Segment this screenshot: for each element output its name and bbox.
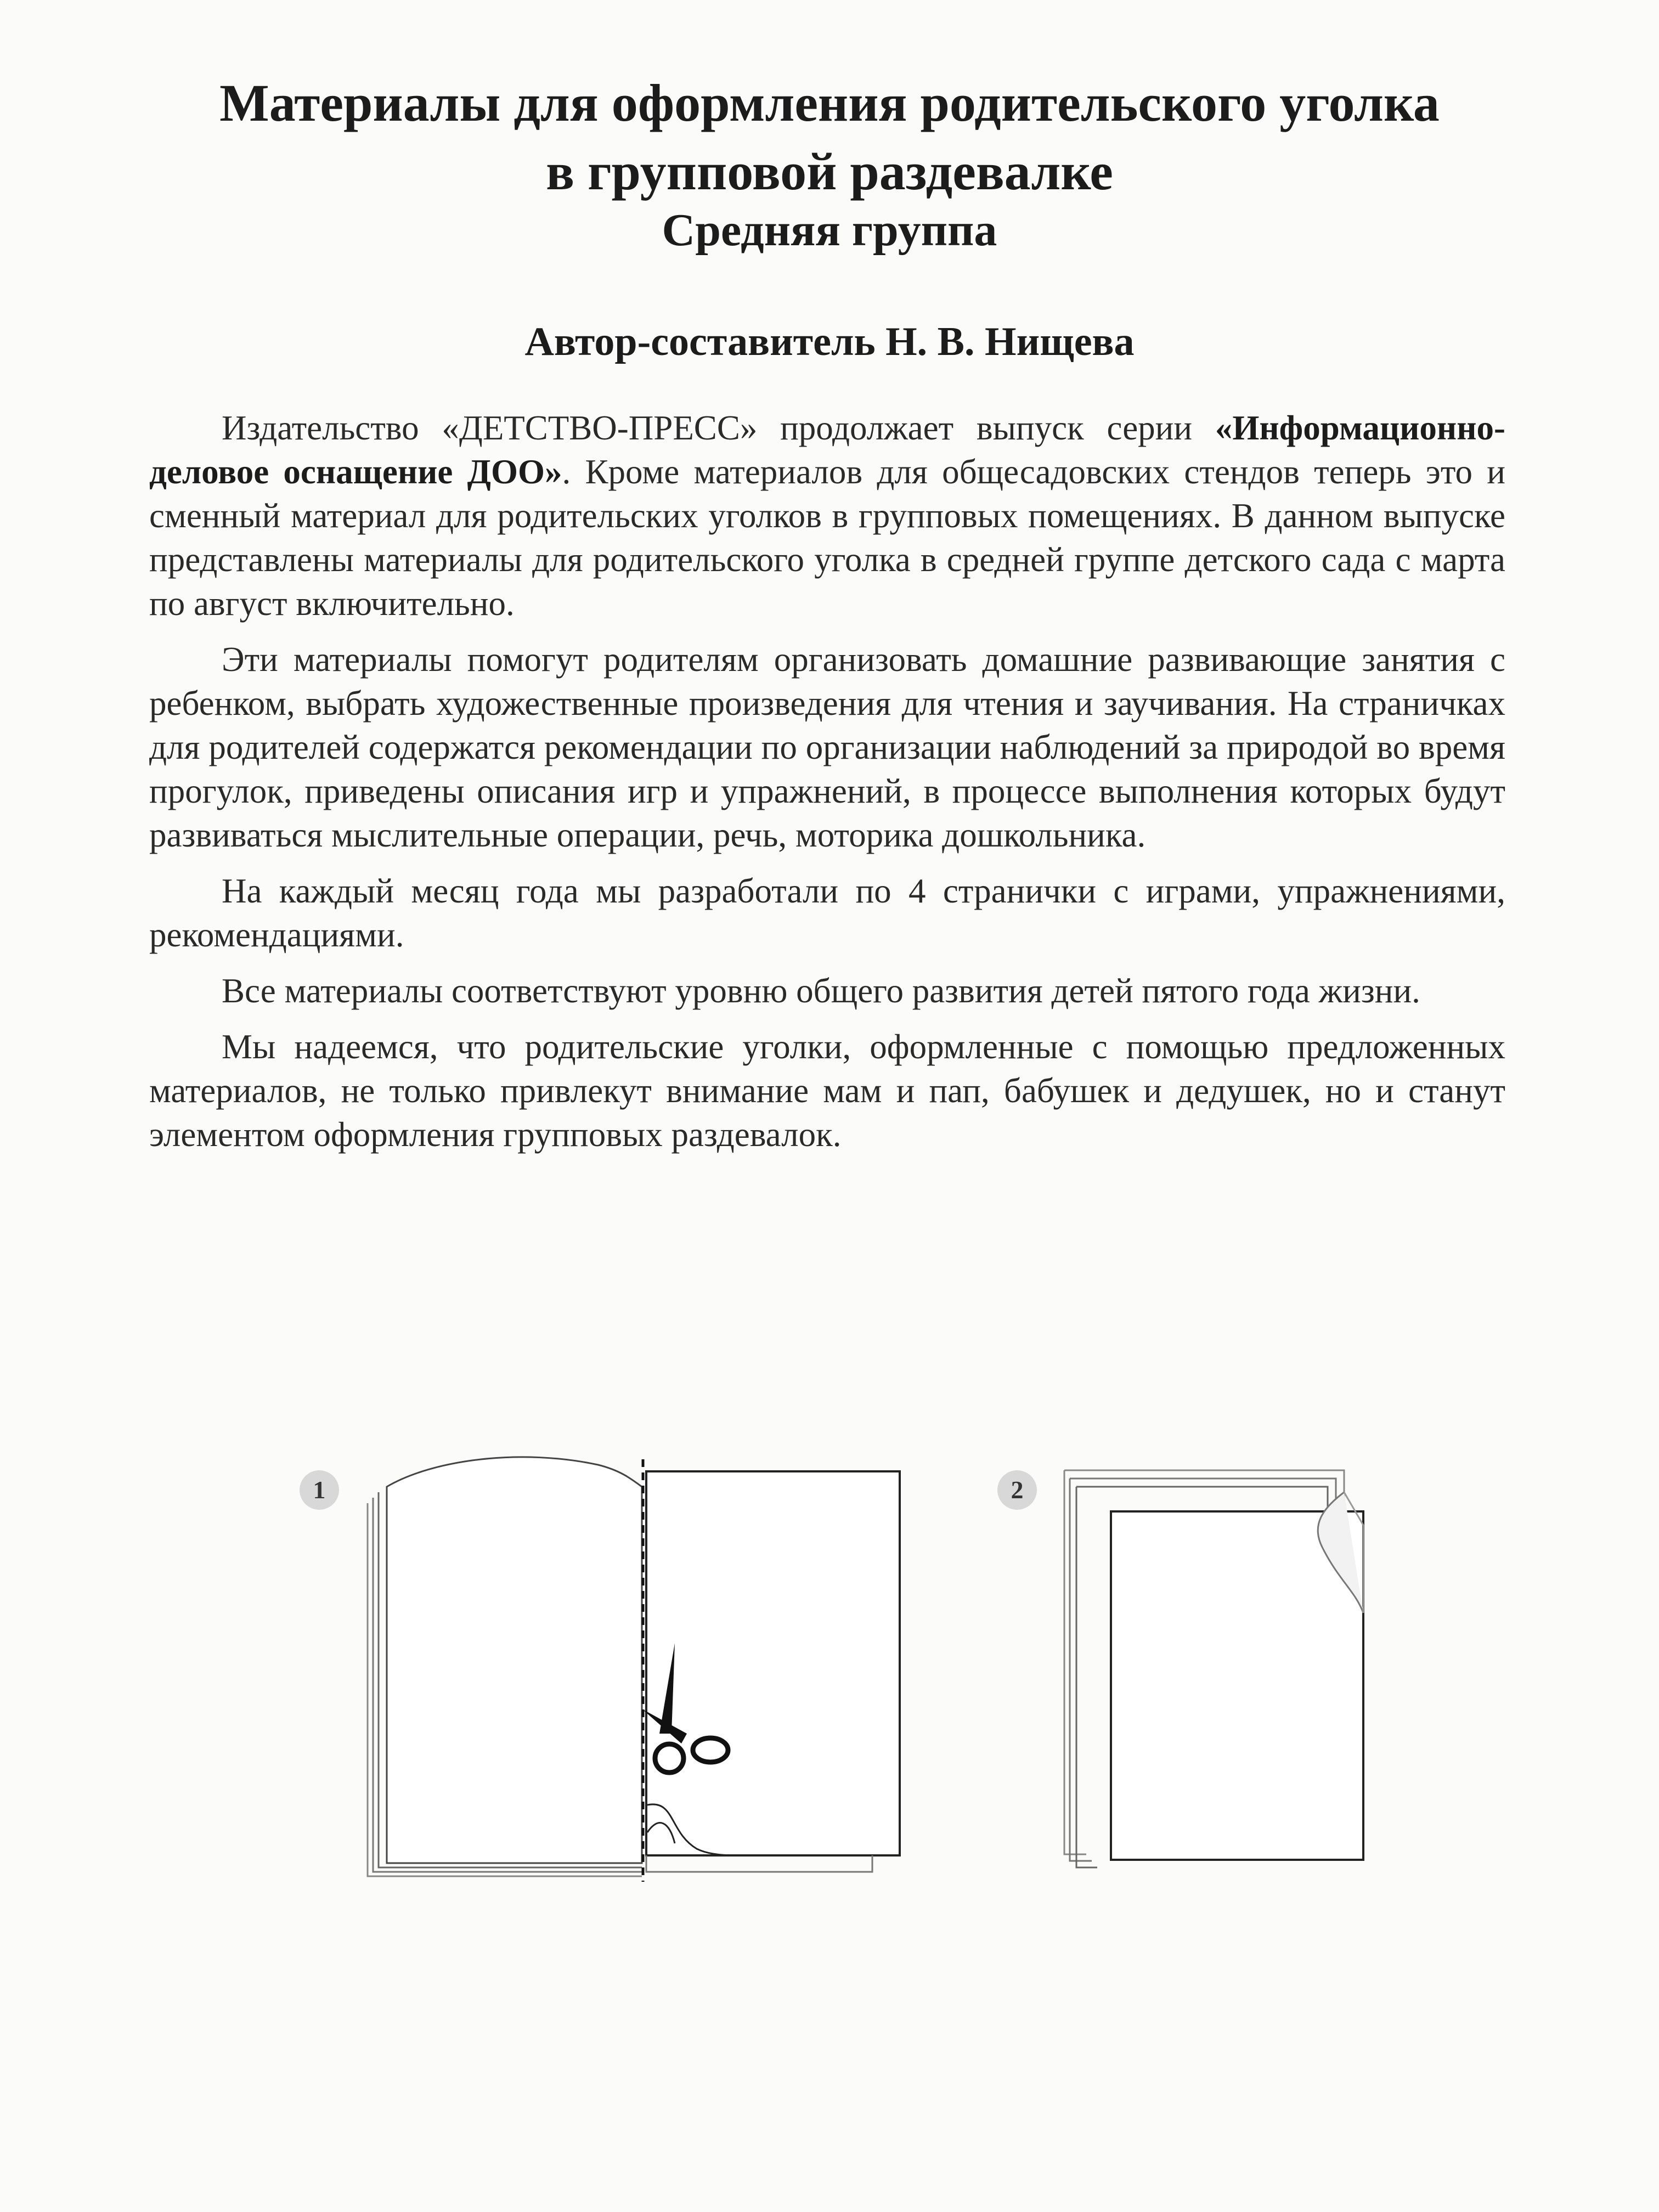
paragraph-3: На каждый месяц года мы разработали по 4 странички с играми, упражнениями, рекомендациями.: [149, 872, 1505, 954]
page-subtitle: Средняя группа: [662, 205, 997, 256]
cut-instruction-figure: [291, 1426, 949, 1920]
intro-text: [149, 406, 1505, 1169]
page-title-line-2: в групповой раздевалке: [546, 142, 1113, 201]
step-number-2: 2: [997, 1470, 1037, 1510]
paragraph-1-end: . Кроме материалов для общесадовских стендов теперь это и сменный материал для родительских уголков в групповых помещениях. В данном выпуске представлены материалы для родительского уголка в средней группе детского сада с марта по август включительно.: [149, 453, 1506, 623]
paragraph-4: Все материалы соответствуют уровню общего развития детей пятого года жизни.: [222, 972, 1420, 1010]
paragraph-5: Мы надеемся, что родительские уголки, оформленные с помощью предложенных материалов, не только привлекут внимание мам и пап, бабушек и дедушек, но и станут элементом оформления групповых раздевалок.: [149, 1028, 1505, 1154]
paragraph-1: [149, 406, 1505, 625]
paragraph-2: Эти материалы помогут родителям организовать домашние развивающие занятия с ребенком, выбрать художественные произведения для чтения и заучивания. На страничках для родителей содержатся рекомендации по организации наблюдений за природой во время прогулок, приведены описания игр и упражнений, в процессе выполнения которых будут развиваться мыслительные операции, речь, моторика дошкольника.: [149, 640, 1505, 854]
page-title-line-1: Материалы для оформления родительского уголка: [219, 74, 1440, 132]
author-line: Автор-составитель Н. В. Нищева: [524, 319, 1135, 364]
paragraph-1-start: Издательство «ДЕТСТВО-ПРЕСС» продолжает выпуск серии: [222, 409, 1215, 447]
stack-instruction-figure: [993, 1448, 1388, 1887]
step-number-1: 1: [300, 1470, 339, 1510]
series-name: «Информационно-деловое оснащение ДОО»: [149, 409, 1505, 491]
